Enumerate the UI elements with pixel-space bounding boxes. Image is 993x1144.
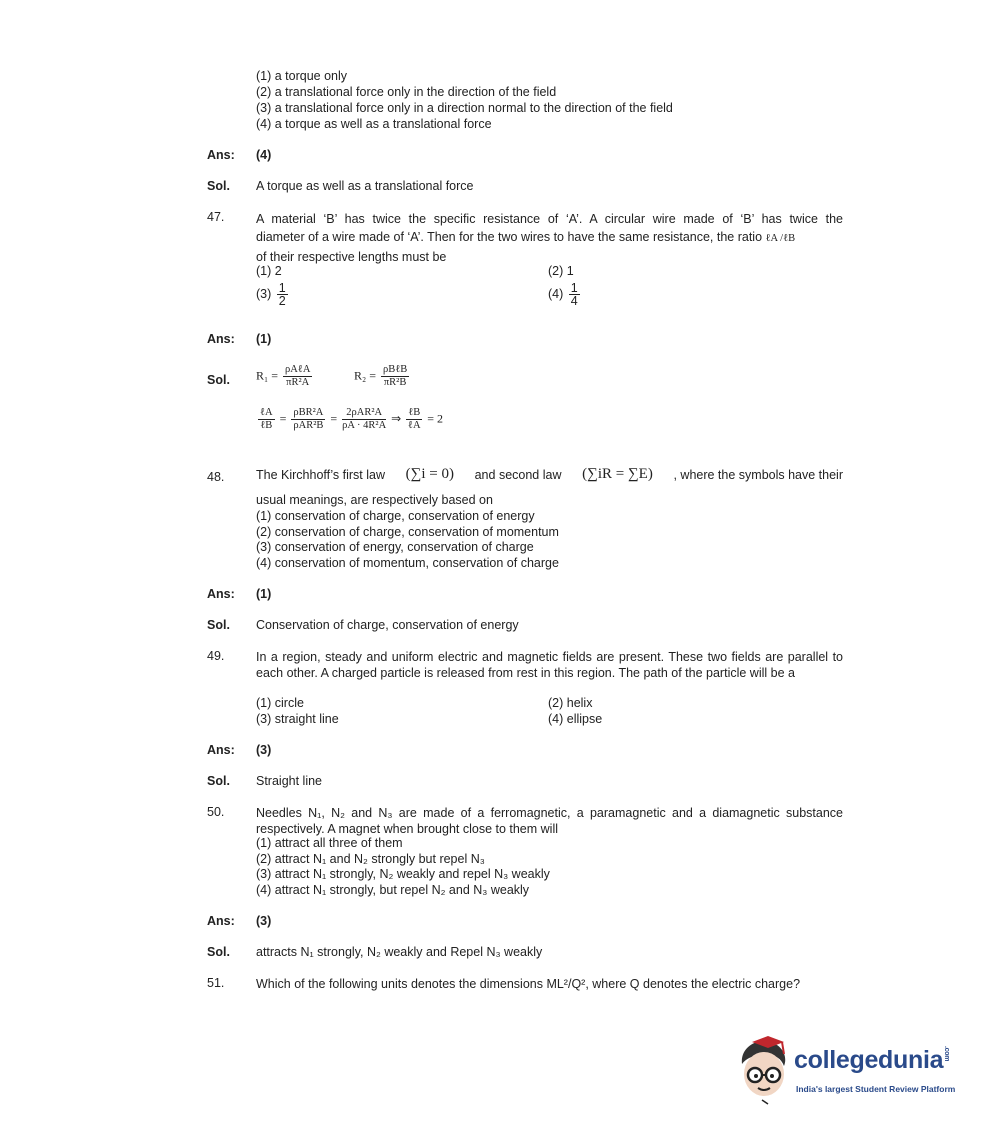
q46-ans-value: (4)	[256, 148, 272, 162]
q50-option-2: (2) attract N₁ and N₂ strongly but repel N₃	[256, 852, 485, 866]
q47-eq-r1-fraction	[283, 364, 312, 389]
q47-stem-line3: of their respective lengths must be	[256, 250, 447, 264]
q48-law1: (∑i = 0)	[405, 466, 454, 482]
q47-option-4-label: (4)	[548, 286, 564, 301]
q48-option-2: (2) conservation of charge, conservation of momentum	[256, 525, 559, 539]
q47-stem-ratio: ℓA /ℓB	[765, 233, 796, 244]
q49-ans-value: (3)	[256, 743, 272, 757]
q48-stem-line1	[256, 466, 843, 483]
q47-eq-ratio	[256, 407, 443, 432]
q48-stem-b: and second law	[474, 467, 562, 482]
q48-stem-line2: usual meanings, are respectively based on	[256, 493, 493, 507]
q47-frac3-den: 2	[278, 294, 286, 308]
q51-number: 51.	[207, 976, 225, 990]
logo-tagline: India's largest Student Review Platform	[796, 1084, 956, 1094]
q49-option-4: (4) ellipse	[548, 712, 603, 726]
q49-sol-label: Sol.	[207, 774, 230, 788]
q48-sol-label: Sol.	[207, 618, 230, 632]
q47-eq2-result: = 2	[427, 411, 444, 426]
q47-option-4-fraction	[569, 282, 580, 307]
mascot-icon	[734, 1034, 794, 1106]
q47-ans-value: (1)	[256, 332, 272, 346]
q49-option-1: (1) circle	[256, 696, 304, 710]
q47-eq2-eq1: =	[279, 411, 287, 426]
q47-stem-line2-wrap	[256, 228, 843, 248]
q48-sol-text: Conservation of charge, conservation of energy	[256, 618, 519, 632]
q48-option-3: (3) conservation of energy, conservation of charge	[256, 540, 534, 554]
q47-eq-r2-den: πR²B	[383, 377, 407, 388]
q47-eq2-arrow: ⇒	[391, 411, 402, 426]
q47-eq2-d-num: ℓB	[408, 407, 421, 418]
q47-eq2-a	[258, 407, 275, 432]
q48-stem-c: , where the symbols have their	[673, 467, 843, 482]
q50-option-3: (3) attract N₁ strongly, N₂ weakly and repel N₃ weakly	[256, 867, 550, 881]
q48-law2: (∑iR = ∑E)	[582, 466, 653, 482]
q46-sol-label: Sol.	[207, 179, 230, 193]
q48-ans-value: (1)	[256, 587, 272, 601]
q46-option-1: (1) a torque only	[256, 69, 348, 83]
q49-number: 49.	[207, 649, 225, 663]
q47-number: 47.	[207, 210, 225, 224]
q47-eq2-eq2: =	[330, 411, 338, 426]
logo-brand-name: collegedunia	[794, 1046, 944, 1074]
q50-number: 50.	[207, 805, 225, 819]
q47-sol-label: Sol.	[207, 373, 230, 387]
q50-sol-text: attracts N₁ strongly, N₂ weakly and Repel N₃ weakly	[256, 945, 543, 959]
q48-option-4: (4) conservation of momentum, conservation of charge	[256, 556, 559, 570]
q47-eq-r2-num: ρBℓB	[382, 364, 408, 375]
q49-sol-text: Straight line	[256, 774, 323, 788]
collegedunia-logo	[734, 1034, 964, 1110]
q47-eq2-c	[342, 407, 386, 432]
q48-ans-label: Ans:	[207, 587, 235, 601]
q47-ans-label: Ans:	[207, 332, 235, 346]
q47-eq2-d-den: ℓA	[407, 420, 421, 431]
q46-sol-text: A torque as well as a translational force	[256, 179, 474, 193]
q48-number: 48.	[207, 470, 225, 484]
q47-eq2-a-den: ℓB	[260, 420, 273, 431]
q47-option-4	[548, 282, 582, 307]
q47-option-3-label: (3)	[256, 286, 272, 301]
logo-tld: .com	[943, 1046, 951, 1062]
q47-eq-r2-fraction	[381, 364, 409, 389]
q49-ans-label: Ans:	[207, 743, 235, 757]
q47-eq2-b-num: ρBR²A	[293, 407, 324, 418]
q49-option-3: (3) straight line	[256, 712, 339, 726]
q46-option-4: (4) a torque as well as a translational force	[256, 117, 492, 131]
q50-ans-label: Ans:	[207, 914, 235, 928]
q47-frac3-num: 1	[278, 281, 286, 295]
q50-sol-label: Sol.	[207, 945, 230, 959]
q47-eq-r2	[354, 364, 411, 389]
q50-ans-value: (3)	[256, 914, 272, 928]
q47-frac4-den: 4	[570, 294, 578, 308]
logo-brand	[794, 1046, 950, 1075]
q47-eq2-b-den: ρAR²B	[293, 420, 324, 431]
q47-stem	[256, 210, 843, 266]
q49-stem: In a region, steady and uniform electric and magnetic fields are present. These two fields are parallel to each other. A charged particle is released from rest in this region. The path of the particle will be a	[256, 650, 843, 680]
q50-option-1: (1) attract all three of them	[256, 836, 403, 850]
q47-option-2: (2) 1	[548, 264, 574, 278]
q48-stem-a: The Kirchhoff’s first law	[256, 467, 385, 482]
q47-eq2-b	[291, 407, 325, 432]
q47-option-1: (1) 2	[256, 264, 282, 278]
q47-eq2-a-num: ℓA	[260, 407, 273, 418]
q47-eq-r1	[256, 364, 314, 389]
q47-stem-line1: A material ‘B’ has twice the specific resistance of ‘A’. A circular wire made of ‘B’ has twice the	[256, 212, 843, 226]
q46-option-3: (3) a translational force only in a direction normal to the direction of the field	[256, 101, 673, 115]
q47-option-3	[256, 282, 290, 307]
q47-eq-r1-den: πR²A	[286, 377, 310, 388]
q47-eq-r2-lhs: R₂ =	[354, 368, 376, 383]
q47-option-3-fraction	[277, 282, 288, 307]
q47-frac4-num: 1	[570, 281, 578, 295]
q47-eq-r1-num: ρAℓA	[284, 364, 311, 375]
q51-stem: Which of the following units denotes the dimensions ML²/Q², where Q denotes the electric charge?	[256, 977, 801, 991]
q47-eq2-c-num: 2ρAR²A	[342, 407, 386, 420]
q48-option-1: (1) conservation of charge, conservation of energy	[256, 509, 535, 523]
q47-eq2-d	[406, 407, 422, 432]
q46-ans-label: Ans:	[207, 148, 235, 162]
q49-option-2: (2) helix	[548, 696, 593, 710]
q46-option-2: (2) a translational force only in the direction of the field	[256, 85, 557, 99]
q50-option-4: (4) attract N₁ strongly, but repel N₂ and N₃ weakly	[256, 883, 530, 897]
q47-eq2-c-den: ρA · 4R²A	[342, 420, 387, 431]
q47-stem-line2: diameter of a wire made of ‘A’. Then for the two wires to have the same resistance, the ratio	[256, 230, 763, 244]
q47-eq-r1-lhs: R₁ =	[256, 368, 278, 383]
q50-stem: Needles N₁, N₂ and N₃ are made of a ferromagnetic, a paramagnetic and a diamagnetic substance respectively. A magnet when brought close to them will	[256, 806, 843, 836]
